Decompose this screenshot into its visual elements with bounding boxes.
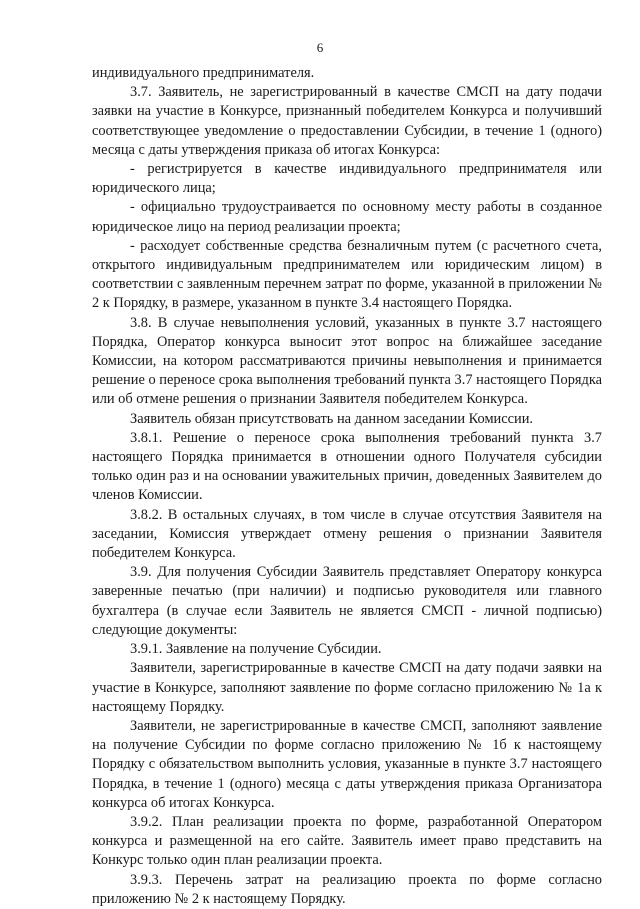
paragraph: Заявитель обязан присутствовать на данном заседании Комиссии. [130, 410, 534, 427]
paragraph: 3.9.2. План реализации проекта по форме, разработанной Оператором конкурса и размещенной на его сайте. Заявитель имеет право представить на Конкурс только один план реализации проекта. [92, 813, 602, 869]
paragraph: 3.8.2. В остальных случаях, в том числе в случае отсутствия Заявителя на заседании, Комиссия утверждает отмену решения о признании Заявителя победителем Конкурса. [92, 506, 602, 562]
paragraph: 3.9. Для получения Субсидии Заявитель представляет Оператору конкурса заверенные печатью (при наличии) и подписью руководителя или главного бухгалтера (в случае если Заявитель не является СМСП - личной подписью) следующие документы: [92, 564, 602, 638]
list-item: - расходует собственные средства безналичным путем (с расчетного счета, открытого индивидуальным предпринимателем или юридическим лицом) в соответствии с заявленным перечнем затрат по форме, указанной в приложении № 2 к Порядку, в размере, указанном в пункте 3.4 настоящего Порядка. [92, 237, 602, 312]
page-number: 6 [316, 40, 324, 55]
paragraph: Заявители, не зарегистрированные в качестве СМСП, заполняют заявление на получение Субсидии по форме согласно приложению № 1б к настоящему Порядку с обязательством выполнить условия, указанные в пункте 3.7 настоящего Порядка, в течение 1 (одного) месяца с даты утверждения приказа Организатора конкурса об итогах Конкурса. [92, 717, 602, 811]
paragraph: Заявители, зарегистрированные в качестве СМСП на дату подачи заявки на участие в Конкурсе, заполняют заявление по форме согласно приложению № 1а к настоящему Порядку. [92, 660, 602, 715]
paragraph: 3.8.1. Решение о переносе срока выполнения требований пункта 3.7 настоящего Порядка принимается в отношении одного Получателя субсидии только один раз и на основании уважительных причин, доведенных Заявителем до членов Комиссии. [92, 429, 602, 504]
list-item: - регистрируется в качестве индивидуального предпринимателя или юридического лица; [92, 161, 602, 197]
paragraph: 3.8. В случае невыполнения условий, указанных в пункте 3.7 настоящего Порядка, Оператор конкурса выносит этот вопрос на ближайшее заседание Комиссии, на котором рассматриваются причины невыполнения и принимается решение о переносе срока выполнения требований пункта 3.7 настоящего Порядка или об отмене решения о признании Заявителя победителем Конкурса. [92, 314, 602, 408]
document-body [92, 64, 602, 909]
paragraph: 3.9.1. Заявление на получение Субсидии. [130, 641, 382, 658]
list-item: - официально трудоустраивается по основному месту работы в созданное юридическое лицо на период реализации проекта; [92, 199, 602, 235]
paragraph: 3.9.3. Перечень затрат на реализацию проекта по форме согласно приложению № 2 к настоящему Порядку. [92, 871, 602, 907]
paragraph: индивидуального предпринимателя. [92, 65, 315, 81]
paragraph: 3.7. Заявитель, не зарегистрированный в качестве СМСП на дату подачи заявки на участие в Конкурсе, признанный победителем Конкурса и получивший соответствующее уведомление о предоставлении Субсидии, в течение 1 (одного) месяца с даты утверждения приказа об итогах Конкурса: [92, 84, 602, 158]
